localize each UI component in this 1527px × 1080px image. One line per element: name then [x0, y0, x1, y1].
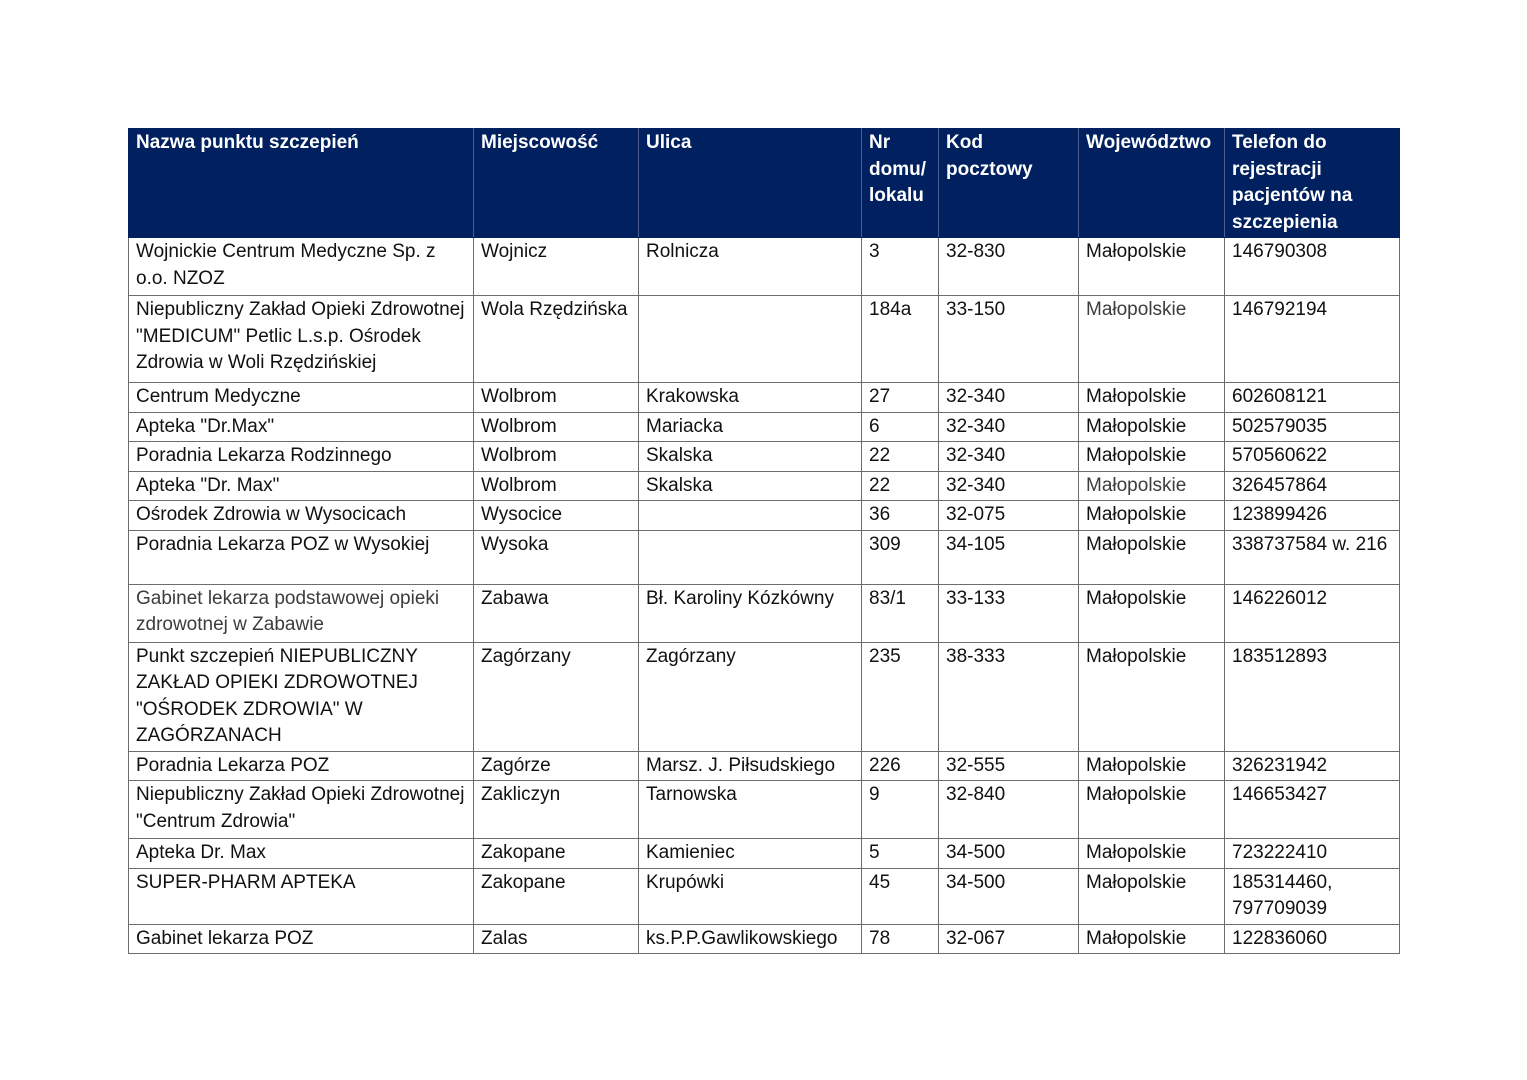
- vaccination-points-table: [128, 128, 1400, 954]
- cell-kod-pocztowy: 32-340: [939, 383, 1079, 413]
- cell-nazwa: Wojnickie Centrum Medyczne Sp. z o.o. NZOZ: [129, 238, 474, 296]
- cell-nr-domu: 6: [862, 412, 939, 442]
- cell-ulica: Kamieniec: [639, 839, 862, 869]
- cell-miejscowosc: Zakopane: [474, 868, 639, 924]
- table-row: [129, 642, 1400, 751]
- cell-ulica: Marsz. J. Piłsudskiego: [639, 751, 862, 781]
- cell-kod-pocztowy: 32-840: [939, 781, 1079, 839]
- cell-nr-domu: 184a: [862, 296, 939, 383]
- cell-kod-pocztowy: 33-133: [939, 584, 1079, 642]
- cell-miejscowosc: Wolbrom: [474, 383, 639, 413]
- cell-nazwa: Punkt szczepień NIEPUBLICZNY ZAKŁAD OPIEKI ZDROWOTNEJ "OŚRODEK ZDROWIA" W ZAGÓRZANACH: [129, 642, 474, 751]
- table-row: [129, 530, 1400, 584]
- table-row: [129, 383, 1400, 413]
- cell-ulica: Krupówki: [639, 868, 862, 924]
- cell-ulica: Krakowska: [639, 383, 862, 413]
- cell-nazwa: SUPER-PHARM APTEKA: [129, 868, 474, 924]
- cell-telefon: 122836060: [1225, 924, 1400, 954]
- cell-nr-domu: 83/1: [862, 584, 939, 642]
- cell-telefon: 123899426: [1225, 501, 1400, 531]
- cell-kod-pocztowy: 32-555: [939, 751, 1079, 781]
- table-row: [129, 868, 1400, 924]
- cell-wojewodztwo: Małopolskie: [1079, 584, 1225, 642]
- table-body: [129, 238, 1400, 954]
- table-row: [129, 296, 1400, 383]
- cell-nazwa: Apteka "Dr. Max": [129, 471, 474, 501]
- header-wojewodztwo: Województwo: [1079, 129, 1225, 238]
- cell-miejscowosc: Zagórze: [474, 751, 639, 781]
- table-header: [129, 129, 1400, 238]
- cell-miejscowosc: Zabawa: [474, 584, 639, 642]
- header-nr-domu: Nr domu/ lokalu: [862, 129, 939, 238]
- cell-nr-domu: 226: [862, 751, 939, 781]
- cell-nazwa: Ośrodek Zdrowia w Wysocicach: [129, 501, 474, 531]
- header-telefon: Telefon do rejestracji pacjentów na szczepienia: [1225, 129, 1400, 238]
- cell-ulica: [639, 296, 862, 383]
- cell-nazwa: Poradnia Lekarza POZ w Wysokiej: [129, 530, 474, 584]
- cell-nazwa: Poradnia Lekarza Rodzinnego: [129, 442, 474, 472]
- cell-miejscowosc: Wolbrom: [474, 471, 639, 501]
- cell-wojewodztwo: Małopolskie: [1079, 471, 1225, 501]
- table-row: [129, 238, 1400, 296]
- cell-telefon: 338737584 w. 216: [1225, 530, 1400, 584]
- table-row: [129, 751, 1400, 781]
- cell-kod-pocztowy: 34-500: [939, 839, 1079, 869]
- cell-ulica: Rolnicza: [639, 238, 862, 296]
- cell-telefon: 146792194: [1225, 296, 1400, 383]
- cell-telefon: 146790308: [1225, 238, 1400, 296]
- cell-telefon: 326231942: [1225, 751, 1400, 781]
- table-row: [129, 839, 1400, 869]
- cell-nr-domu: 5: [862, 839, 939, 869]
- cell-telefon: 185314460, 797709039: [1225, 868, 1400, 924]
- cell-nr-domu: 235: [862, 642, 939, 751]
- table-row: [129, 781, 1400, 839]
- cell-telefon: 326457864: [1225, 471, 1400, 501]
- cell-wojewodztwo: Małopolskie: [1079, 642, 1225, 751]
- cell-nr-domu: 22: [862, 471, 939, 501]
- cell-nr-domu: 309: [862, 530, 939, 584]
- cell-kod-pocztowy: 32-075: [939, 501, 1079, 531]
- cell-kod-pocztowy: 32-340: [939, 442, 1079, 472]
- cell-nr-domu: 45: [862, 868, 939, 924]
- cell-wojewodztwo: Małopolskie: [1079, 238, 1225, 296]
- cell-nazwa: Poradnia Lekarza POZ: [129, 751, 474, 781]
- cell-kod-pocztowy: 33-150: [939, 296, 1079, 383]
- cell-nazwa: Gabinet lekarza podstawowej opieki zdrowotnej w Zabawie: [129, 584, 474, 642]
- cell-wojewodztwo: Małopolskie: [1079, 442, 1225, 472]
- cell-ulica: [639, 501, 862, 531]
- cell-telefon: 183512893: [1225, 642, 1400, 751]
- cell-nr-domu: 36: [862, 501, 939, 531]
- cell-nazwa: Gabinet lekarza POZ: [129, 924, 474, 954]
- table-row: [129, 471, 1400, 501]
- cell-ulica: Mariacka: [639, 412, 862, 442]
- cell-kod-pocztowy: 34-105: [939, 530, 1079, 584]
- cell-ulica: Skalska: [639, 442, 862, 472]
- cell-kod-pocztowy: 34-500: [939, 868, 1079, 924]
- cell-ulica: Skalska: [639, 471, 862, 501]
- cell-miejscowosc: Wojnicz: [474, 238, 639, 296]
- cell-miejscowosc: Zakliczyn: [474, 781, 639, 839]
- cell-miejscowosc: Zakopane: [474, 839, 639, 869]
- cell-ulica: ks.P.P.Gawlikowskiego: [639, 924, 862, 954]
- cell-miejscowosc: Wolbrom: [474, 412, 639, 442]
- cell-wojewodztwo: Małopolskie: [1079, 383, 1225, 413]
- table-row: [129, 584, 1400, 642]
- cell-miejscowosc: Wysocice: [474, 501, 639, 531]
- cell-nr-domu: 78: [862, 924, 939, 954]
- cell-wojewodztwo: Małopolskie: [1079, 530, 1225, 584]
- header-ulica: Ulica: [639, 129, 862, 238]
- cell-wojewodztwo: Małopolskie: [1079, 839, 1225, 869]
- cell-kod-pocztowy: 38-333: [939, 642, 1079, 751]
- cell-miejscowosc: Wolbrom: [474, 442, 639, 472]
- cell-telefon: 723222410: [1225, 839, 1400, 869]
- cell-telefon: 146653427: [1225, 781, 1400, 839]
- cell-nr-domu: 22: [862, 442, 939, 472]
- cell-ulica: Tarnowska: [639, 781, 862, 839]
- header-nazwa: Nazwa punktu szczepień: [129, 129, 474, 238]
- cell-miejscowosc: Wola Rzędzińska: [474, 296, 639, 383]
- header-kod-pocztowy: Kod pocztowy: [939, 129, 1079, 238]
- header-miejscowosc: Miejscowość: [474, 129, 639, 238]
- cell-nazwa: Apteka "Dr.Max": [129, 412, 474, 442]
- cell-wojewodztwo: Małopolskie: [1079, 924, 1225, 954]
- cell-ulica: Bł. Karoliny Kózkówny: [639, 584, 862, 642]
- cell-kod-pocztowy: 32-067: [939, 924, 1079, 954]
- table-row: [129, 501, 1400, 531]
- cell-telefon: 570560622: [1225, 442, 1400, 472]
- cell-wojewodztwo: Małopolskie: [1079, 296, 1225, 383]
- cell-telefon: 146226012: [1225, 584, 1400, 642]
- cell-nazwa: Centrum Medyczne: [129, 383, 474, 413]
- table-row: [129, 924, 1400, 954]
- cell-wojewodztwo: Małopolskie: [1079, 781, 1225, 839]
- cell-kod-pocztowy: 32-340: [939, 412, 1079, 442]
- cell-nr-domu: 9: [862, 781, 939, 839]
- table-row: [129, 412, 1400, 442]
- cell-miejscowosc: Zagórzany: [474, 642, 639, 751]
- cell-nazwa: Apteka Dr. Max: [129, 839, 474, 869]
- table-row: [129, 442, 1400, 472]
- cell-wojewodztwo: Małopolskie: [1079, 501, 1225, 531]
- cell-wojewodztwo: Małopolskie: [1079, 751, 1225, 781]
- cell-wojewodztwo: Małopolskie: [1079, 412, 1225, 442]
- cell-telefon: 502579035: [1225, 412, 1400, 442]
- cell-miejscowosc: Zalas: [474, 924, 639, 954]
- cell-nr-domu: 3: [862, 238, 939, 296]
- cell-ulica: Zagórzany: [639, 642, 862, 751]
- cell-nr-domu: 27: [862, 383, 939, 413]
- cell-ulica: [639, 530, 862, 584]
- cell-kod-pocztowy: 32-830: [939, 238, 1079, 296]
- cell-nazwa: Niepubliczny Zakład Opieki Zdrowotnej "MEDICUM" Petlic L.s.p. Ośrodek Zdrowia w Woli Rzędzińskiej: [129, 296, 474, 383]
- header-row: [129, 129, 1400, 238]
- cell-nazwa: Niepubliczny Zakład Opieki Zdrowotnej "Centrum Zdrowia": [129, 781, 474, 839]
- cell-miejscowosc: Wysoka: [474, 530, 639, 584]
- cell-telefon: 602608121: [1225, 383, 1400, 413]
- cell-kod-pocztowy: 32-340: [939, 471, 1079, 501]
- cell-wojewodztwo: Małopolskie: [1079, 868, 1225, 924]
